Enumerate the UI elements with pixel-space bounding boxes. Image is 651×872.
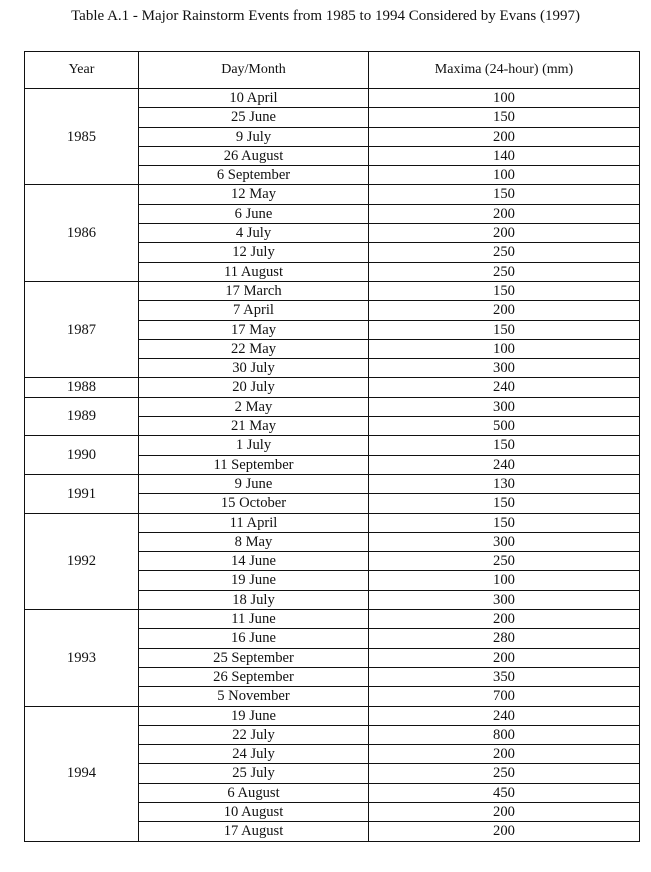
maxima-cell: 150 [369, 281, 640, 300]
date-cell: 22 May [139, 339, 369, 358]
maxima-cell: 250 [369, 764, 640, 783]
date-cell: 5 November [139, 687, 369, 706]
table-row [25, 513, 640, 532]
date-cell: 4 July [139, 224, 369, 243]
date-cell: 6 June [139, 204, 369, 223]
maxima-cell: 200 [369, 802, 640, 821]
table-row [25, 89, 640, 108]
maxima-cell: 150 [369, 513, 640, 532]
table-caption: Table A.1 - Major Rainstorm Events from 1985 to 1994 Considered by Evans (1997) [71, 8, 580, 24]
maxima-cell: 200 [369, 610, 640, 629]
maxima-cell: 150 [369, 494, 640, 513]
rainstorm-table [24, 51, 640, 842]
maxima-cell: 200 [369, 822, 640, 841]
maxima-cell: 300 [369, 532, 640, 551]
year-cell: 1994 [25, 706, 139, 841]
date-cell: 12 May [139, 185, 369, 204]
date-cell: 7 April [139, 301, 369, 320]
date-cell: 11 April [139, 513, 369, 532]
maxima-cell: 200 [369, 204, 640, 223]
date-cell: 30 July [139, 359, 369, 378]
year-cell: 1993 [25, 610, 139, 706]
maxima-cell: 140 [369, 146, 640, 165]
maxima-cell: 100 [369, 166, 640, 185]
table-row [25, 610, 640, 629]
maxima-cell: 200 [369, 648, 640, 667]
date-cell: 25 June [139, 108, 369, 127]
year-cell: 1990 [25, 436, 139, 475]
date-cell: 6 August [139, 783, 369, 802]
date-cell: 20 July [139, 378, 369, 397]
date-cell: 19 June [139, 571, 369, 590]
maxima-cell: 250 [369, 552, 640, 571]
maxima-cell: 150 [369, 108, 640, 127]
year-cell: 1985 [25, 89, 139, 185]
maxima-cell: 100 [369, 89, 640, 108]
date-cell: 10 April [139, 89, 369, 108]
maxima-cell: 450 [369, 783, 640, 802]
maxima-cell: 150 [369, 436, 640, 455]
maxima-cell: 100 [369, 339, 640, 358]
date-cell: 17 March [139, 281, 369, 300]
maxima-cell: 350 [369, 667, 640, 686]
date-cell: 8 May [139, 532, 369, 551]
date-cell: 21 May [139, 417, 369, 436]
maxima-cell: 200 [369, 745, 640, 764]
maxima-cell: 500 [369, 417, 640, 436]
maxima-cell: 250 [369, 243, 640, 262]
date-cell: 17 May [139, 320, 369, 339]
maxima-cell: 130 [369, 474, 640, 493]
table-row [25, 397, 640, 416]
date-cell: 9 June [139, 474, 369, 493]
date-cell: 25 September [139, 648, 369, 667]
year-cell: 1992 [25, 513, 139, 609]
maxima-cell: 200 [369, 127, 640, 146]
maxima-cell: 300 [369, 359, 640, 378]
date-cell: 16 June [139, 629, 369, 648]
date-cell: 26 September [139, 667, 369, 686]
table-row [25, 281, 640, 300]
year-cell: 1988 [25, 378, 139, 397]
date-cell: 10 August [139, 802, 369, 821]
date-cell: 22 July [139, 725, 369, 744]
date-cell: 6 September [139, 166, 369, 185]
date-cell: 11 August [139, 262, 369, 281]
maxima-cell: 100 [369, 571, 640, 590]
maxima-cell: 200 [369, 224, 640, 243]
date-cell: 11 September [139, 455, 369, 474]
table-row [25, 185, 640, 204]
date-cell: 11 June [139, 610, 369, 629]
date-cell: 18 July [139, 590, 369, 609]
date-cell: 14 June [139, 552, 369, 571]
maxima-cell: 240 [369, 378, 640, 397]
table-row [25, 474, 640, 493]
header-row [25, 52, 640, 89]
year-cell: 1987 [25, 281, 139, 377]
maxima-cell: 800 [369, 725, 640, 744]
table-row [25, 378, 640, 397]
date-cell: 19 June [139, 706, 369, 725]
maxima-cell: 700 [369, 687, 640, 706]
date-cell: 25 July [139, 764, 369, 783]
date-cell: 9 July [139, 127, 369, 146]
date-cell: 15 October [139, 494, 369, 513]
maxima-cell: 300 [369, 590, 640, 609]
date-cell: 17 August [139, 822, 369, 841]
table-row [25, 436, 640, 455]
maxima-cell: 280 [369, 629, 640, 648]
year-cell: 1991 [25, 474, 139, 513]
maxima-cell: 150 [369, 185, 640, 204]
date-cell: 26 August [139, 146, 369, 165]
header-day-month: Day/Month [139, 52, 369, 89]
table-body [25, 89, 640, 842]
maxima-cell: 300 [369, 397, 640, 416]
maxima-cell: 240 [369, 706, 640, 725]
year-cell: 1989 [25, 397, 139, 436]
maxima-cell: 150 [369, 320, 640, 339]
table-row [25, 706, 640, 725]
year-cell: 1986 [25, 185, 139, 281]
date-cell: 24 July [139, 745, 369, 764]
date-cell: 2 May [139, 397, 369, 416]
date-cell: 12 July [139, 243, 369, 262]
header-maxima: Maxima (24-hour) (mm) [369, 52, 640, 89]
date-cell: 1 July [139, 436, 369, 455]
header-year: Year [25, 52, 139, 89]
maxima-cell: 200 [369, 301, 640, 320]
maxima-cell: 240 [369, 455, 640, 474]
maxima-cell: 250 [369, 262, 640, 281]
